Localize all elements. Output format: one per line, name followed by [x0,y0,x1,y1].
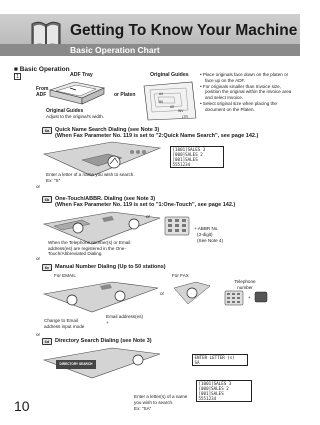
note-item: • Select original size when placing the document on the Platen. [200,100,277,112]
original-guides-note-title: Original Guides [46,108,84,114]
quick-name-subheading: (When Fax Parameter No. 119 is set to "2:Quick Name Search", see page 142.) [55,133,259,139]
email-address-caption: Email address(es) + [106,314,144,325]
one-touch-subheading: (When Fax Parameter No. 119 is set to "1:One-Touch", see page 142.) [55,202,236,208]
step-tag-6c: 6c [42,264,52,271]
quick-name-heading: Quick Name Search Dialing (see Note 3) [55,127,160,133]
abbr-note-1: + ABBR No. [194,226,219,231]
platen-size-ltr: LTR [182,115,188,119]
one-touch-caption: When the Telephone number(s) or Email address(es) are registered in the One-Touch/Abbreviated Dialing. [48,240,131,257]
lcd-directory-entry [192,354,248,366]
lcd-line: [1001]SALES 3 [198,381,232,386]
lcd-line: 5551234 [198,396,217,401]
page-subtitle: Basic Operation Chart [70,45,160,55]
directory-search-button[interactable]: DIRECTORY SEARCH [56,360,96,369]
lcd-line: [1001]SALES 3 [172,147,206,152]
platen-size-inv: INV [178,109,184,113]
step-tag-6b: 6b [42,196,52,203]
page-number: 10 [14,398,30,414]
original-guides-label: Original Guides [150,72,189,78]
step-tag-6a: 6a [42,127,52,134]
keypad-icon [164,216,190,236]
lcd-quick-name [170,146,224,168]
lcd-line: ENTER LETTER (s) [194,355,235,360]
directory-caption: Enter a letter(s) of a name you wish to search. [134,394,188,405]
placement-notes [200,72,295,113]
for-email-label: For EMAIL [54,273,76,278]
manual-or: or [160,291,165,296]
platen-size-a5: A5 [170,105,174,109]
page-title: Getting To Know Your Machine [70,22,298,39]
lcd-line: [001]SALES [172,157,198,162]
step-number: 1 [14,73,21,80]
lcd-directory-results [196,380,252,402]
fax-keypad-icon [172,280,212,306]
telephone-keypad-icon [224,290,244,306]
one-touch-or: or [146,214,151,219]
or-platen-label: or Platen [114,92,136,98]
lcd-line: 5551234 [172,162,191,167]
directory-example: Ex: "SA" [134,406,152,411]
manual-panel-illustration [42,280,160,314]
plus-sign: + [248,295,251,300]
platen-size-a4: A4 [159,92,163,96]
quick-name-caption: Enter a letter of a name you wish to search. [46,172,135,177]
platen-illustration [142,80,198,122]
telephone-number-label: Telephone number [234,279,256,290]
lcd-line: [000]SALES 2 [172,152,203,157]
or-separator: or [36,332,41,337]
lcd-line: [001]SALES [198,391,224,396]
one-touch-heading: One-Touch/ABBR. Dialing (see Note 3) [55,196,156,202]
adf-tray-label: ADF Tray [70,72,93,78]
lcd-line: [000]SALES 2 [198,386,229,391]
change-email-caption: Change to Email address input mode [44,318,85,329]
manual-heading: Manual Number Dialing (Up to 50 stations) [55,264,166,270]
for-fax-label: For FAX [172,273,189,278]
or-separator: or [36,184,41,189]
start-button-icon [254,291,268,303]
lcd-line: SA [194,360,200,365]
note-item: • For originals smaller than Invoice size, position the original within the invoice area and select Invoice. [200,83,292,100]
original-guides-note: Adjust to the original's width. [46,114,105,119]
note-item: • Place originals face down on the platen or face up on the ADF. [200,72,289,83]
adf-illustration [46,78,108,108]
abbr-note-2: (3-digit) [197,232,213,237]
from-adf-label: From ADF [36,86,49,98]
or-separator: or [36,256,41,261]
step-tag-6d: 6d [42,338,52,345]
section-heading: ■ Basic Operation [14,66,70,73]
directory-heading: Directory Search Dialing (see Note 3) [55,338,152,344]
abbr-note-3: (See Note 4) [197,238,224,243]
quick-name-example: Ex: "S" [46,178,61,183]
platen-size-b5: B5 [159,100,163,104]
